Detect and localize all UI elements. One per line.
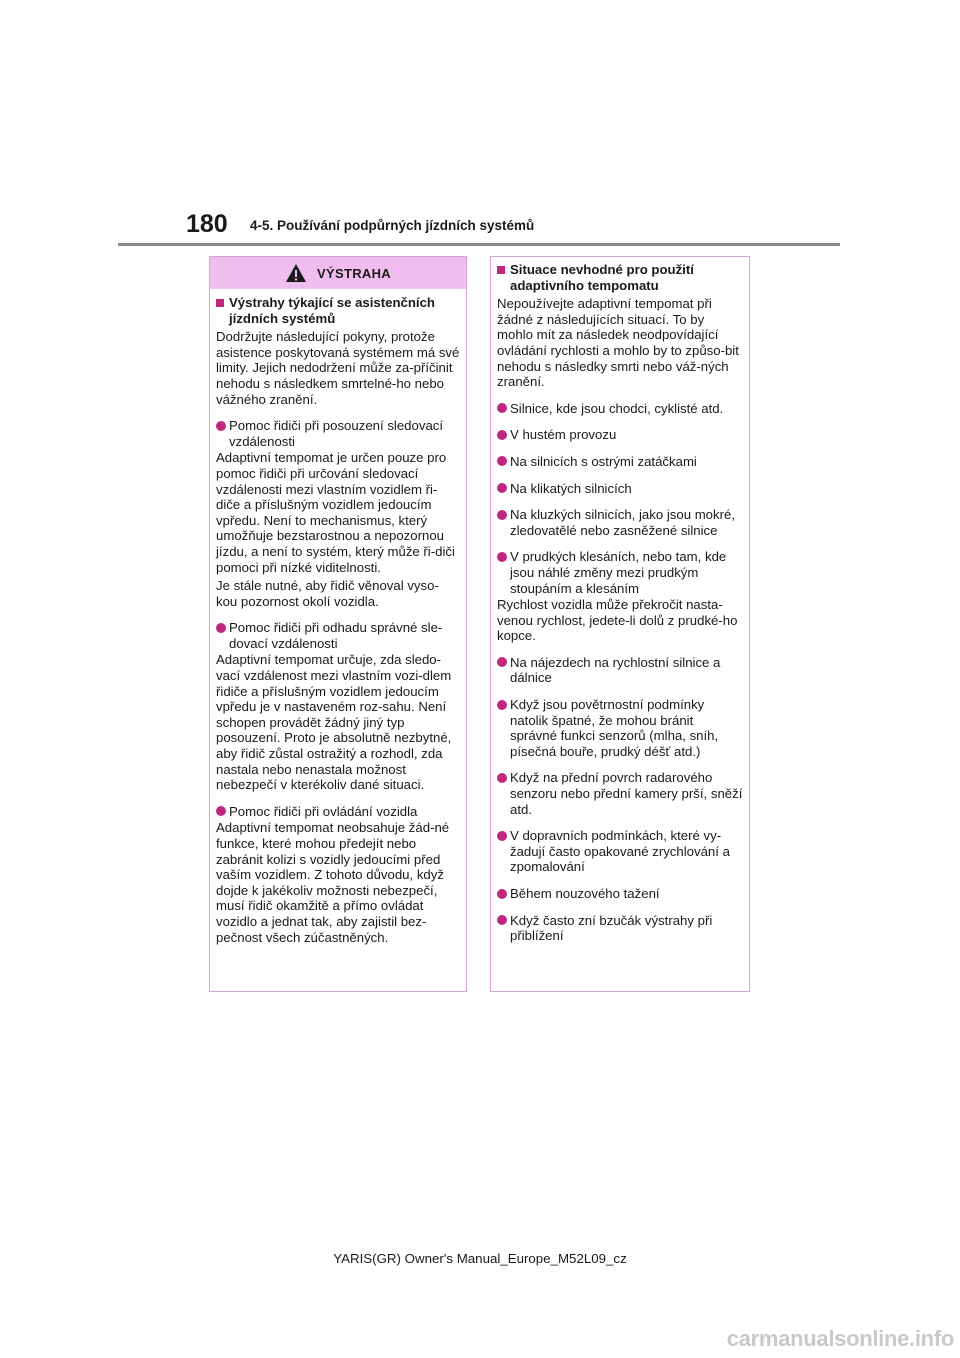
round-bullet-icon (497, 456, 507, 466)
situation-item-9 (497, 770, 743, 817)
warning-bullet-1-title: Pomoc řidiči při posouzení sledovací vzdálenosti (229, 418, 444, 449)
warning-intro: Dodržujte následující pokyny, protože asistence poskytovaná systémem má své limity. Jejich nedodržení může za-příčinit nehodu s následkem smrtelné-ho nebo vážného zranění. (216, 329, 460, 407)
square-bullet-icon (216, 299, 224, 307)
warning-bullet-3-text: Adaptivní tempomat neobsahuje žád-né funkce, které mohou předejít nebo zabránit kolizi s vozidly jedoucími před vaším vozidlem. Z tohoto důvodu, když dojde k jakékoliv možnosti nebezpečí, musí řidič okamžitě a přímo ovládat vozidlo a jednat tak, aby zajistil bez-pečnost všech zúčastněných. (216, 820, 450, 945)
situation-item-8-text: Když jsou povětrnostní podmínky natolik špatné, že mohou bránit správné funkci senzorů (mlha, sníh, písečná bouře, prudký déšť atd.) (510, 697, 719, 759)
situation-item-2 (497, 427, 743, 443)
warning-bullet-2 (216, 620, 460, 651)
situations-heading-text: Situace nevhodné pro použití adaptivního tempomatu (510, 262, 694, 293)
round-bullet-icon (497, 889, 507, 899)
situation-item-3-text: Na silnicích s ostrými zatáčkami (510, 453, 697, 469)
page-number: 180 (186, 210, 228, 238)
round-bullet-icon (216, 806, 226, 816)
square-bullet-icon (497, 266, 505, 274)
watermark-link[interactable]: carmanualsonline.info (726, 1326, 954, 1351)
warning-bullet-1-text-2: Je stále nutné, aby řidič věnoval vyso-kou pozornost okolí vozidla. (216, 578, 439, 609)
situation-item-2-text: V hustém provozu (510, 427, 617, 443)
situation-item-6 (497, 549, 743, 596)
situation-item-12 (497, 913, 743, 944)
situation-item-7 (497, 655, 743, 686)
warning-header (210, 257, 466, 289)
warning-bullet-3 (216, 804, 460, 820)
situation-item-6-text: V prudkých klesáních, nebo tam, kde jsou náhlé změny mezi prudkým stoupáním a klesáním (510, 549, 727, 596)
header-divider (118, 243, 840, 246)
situations-content (491, 257, 749, 944)
situations-box (490, 256, 750, 992)
situation-item-4-text: Na klikatých silnicích (510, 480, 632, 496)
situation-item-11 (497, 886, 743, 902)
situation-item-10 (497, 828, 743, 875)
round-bullet-icon (497, 430, 507, 440)
warning-title: VÝSTRAHA (317, 265, 391, 281)
warning-content (210, 289, 466, 945)
warning-bullet-2-title: Pomoc řidiči při odhadu správné sle-dovací vzdálenosti (229, 620, 443, 651)
situations-heading (497, 262, 743, 293)
round-bullet-icon (497, 510, 507, 520)
round-bullet-icon (497, 700, 507, 710)
warning-bullet-3-title: Pomoc řidiči při ovládání vozidla (229, 803, 418, 819)
situation-item-3 (497, 454, 743, 470)
situation-item-5-text: Na kluzkých silnicích, jako jsou mokré, zledovatělé nebo zasněžené silnice (510, 507, 735, 538)
footer-manual-id: YARIS(GR) Owner's Manual_Europe_M52L09_cz (333, 1251, 627, 1266)
situation-item-9-text: Když na přední povrch radarového senzoru nebo přední kamery prší, sněží atd. (510, 770, 743, 817)
warning-bullet-1 (216, 418, 460, 449)
round-bullet-icon (497, 831, 507, 841)
situation-item-4 (497, 481, 743, 497)
situations-intro: Nepoužívejte adaptivní tempomat při žádné z následujících situací. To by mohlo mít za následek neodpovídající ovládání rychlosti a mohlo by to způso-bit nehodu s následky smrti nebo váž-ných zranění. (497, 296, 739, 390)
situation-item-10-text: V dopravních podmínkách, které vy-žadují často opakované zrychlování a zpomalování (510, 828, 730, 875)
situation-item-8 (497, 697, 743, 759)
warning-bullet-1-text: Adaptivní tempomat je určen pouze pro pomoc řidiči při určování sledovací vzdálenosti mezi vlastním vozidlem ři-diče a příslušným vozidlem jedoucím vpředu. Není to mechanismus, který umožňuje bezstarostnou a nepozornou jízdu, a není to systém, který může ři-diči pomoci při nízké viditelnosti. (216, 450, 455, 575)
situation-item-1 (497, 401, 743, 417)
round-bullet-icon (497, 657, 507, 667)
round-bullet-icon (216, 623, 226, 633)
situation-item-12-text: Když často zní bzučák výstrahy při přiblížení (510, 912, 713, 944)
situation-item-1-text: Silnice, kde jsou chodci, cyklisté atd. (510, 400, 724, 416)
warning-heading-text: Výstrahy týkající se asistenčních jízdních systémů (229, 295, 435, 326)
round-bullet-icon (497, 403, 507, 413)
warning-bullet-2-text: Adaptivní tempomat určuje, zda sledo-vací vzdálenost mezi vlastním vozi-dlem řidiče a příslušným vozidlem jedoucím vpředu je v nastaveném roz-sahu. Není schopen provádět žádný jiný typ posouzení. Proto je absolutně nezbytné, aby řidič zůstal ostražitý a rozhodl, zda nastala nebo nenastala možnost nebezpečí v kterékoliv dané situaci. (216, 652, 452, 793)
situation-item-6-note: Rychlost vozidla může překročit nasta-venou rychlost, jedete-li dolů z prudké-ho kopce. (497, 597, 738, 644)
round-bullet-icon (497, 773, 507, 783)
round-bullet-icon (497, 915, 507, 925)
situation-item-5 (497, 507, 743, 538)
warning-box (209, 256, 467, 992)
situation-item-7-text: Na nájezdech na rychlostní silnice a dálnice (510, 654, 721, 686)
round-bullet-icon (497, 552, 507, 562)
warning-heading (216, 295, 460, 326)
round-bullet-icon (216, 421, 226, 431)
section-title: 4-5. Používání podpůrných jízdních systémů (250, 218, 535, 233)
situation-item-11-text: Během nouzového tažení (510, 886, 660, 901)
warning-triangle-icon (285, 263, 307, 283)
round-bullet-icon (497, 483, 507, 493)
